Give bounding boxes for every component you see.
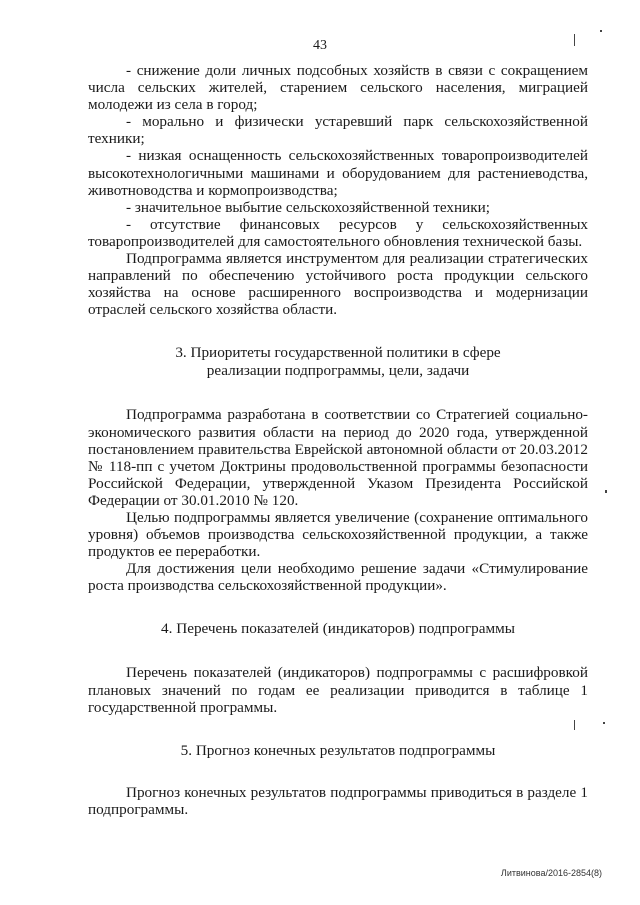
- section-3-heading-line-2: реализации подпрограммы, цели, задачи: [206, 362, 470, 380]
- document-body: [88, 62, 588, 818]
- section-3-paragraph: Подпрограмма разработана в соответствии со Стратегией социально-экономического развития области на период до 2020 года, утвержденной постановлением правительства Еврейской автономной области от 20.03.2012 № 118-пп с учетом Доктрины продовольственной программы безопасности Российской Федерации, утвержденной Указом Президента Российской Федерации от 30.01.2010 № 120.: [88, 406, 588, 509]
- section-3-paragraph: Целью подпрограммы является увеличение (сохранение оптимального уровня) объемов производства сельскохозяйственной продукции, а также продуктов ее переработки.: [88, 508, 588, 561]
- section-3-heading: [88, 344, 588, 380]
- section-5-paragraph: Прогноз конечных результатов подпрограммы приводиться в разделе 1 подпрограммы.: [88, 783, 588, 818]
- section-4-heading: 4. Перечень показателей (индикаторов) подпрограммы: [161, 620, 515, 638]
- bullet-item: - снижение доли личных подсобных хозяйств в связи с сокращением числа сельских жителей, старением сельского населения, миграцией молодежи из села в город;: [88, 62, 588, 114]
- bullet-item: - низкая оснащенность сельскохозяйственных товаропроизводителей высокотехнологичными машинами и оборудованием для растениеводства, животноводства и кормопроизводства;: [88, 147, 588, 199]
- section-5-heading: 5. Прогноз конечных результатов подпрограммы: [180, 741, 496, 759]
- bullet-list: [88, 62, 588, 250]
- scan-mark: [605, 490, 607, 493]
- scan-mark: [574, 34, 575, 46]
- bullet-item: - морально и физически устаревший парк сельскохозяйственной техники;: [88, 113, 588, 148]
- section-3-heading-line-1: 3. Приоритеты государственной политики в сфере: [175, 344, 501, 362]
- bullet-item: - отсутствие финансовых ресурсов у сельскохозяйственных товаропроизводителей для самостоятельного обновления технической базы.: [88, 215, 588, 250]
- section-4-paragraph: Перечень показателей (индикаторов) подпрограммы с расшифровкой плановых значений по годам ее реализации приводится в таблице 1 государственной программы.: [88, 664, 588, 716]
- bullet-item: - значительное выбытие сельскохозяйственной техники;: [126, 198, 491, 216]
- scan-mark: [603, 722, 605, 724]
- intro-paragraph: Подпрограмма является инструментом для реализации стратегических направлений по обеспечению устойчивого роста продукции сельского хозяйства на основе расширенного воспроизводства и модернизации отраслей сельского хозяйства области.: [88, 250, 588, 319]
- page-number: 43: [313, 38, 327, 53]
- section-3-paragraph: Для достижения цели необходимо решение задачи «Стимулирование роста производства сельскохозяйственной продукции».: [88, 560, 588, 595]
- scan-mark: [600, 30, 602, 32]
- footer-document-code: Литвинова/2016-2854(8): [500, 868, 602, 878]
